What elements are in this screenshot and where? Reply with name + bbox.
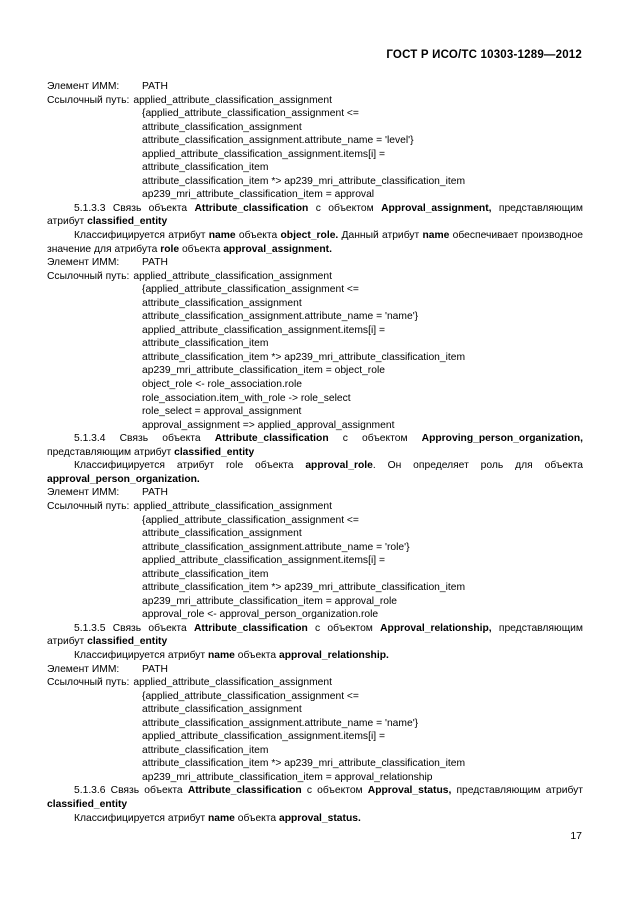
section-heading-5-1-3-3: 5.1.3.3 Связь объекта Attribute_classification с объектом Approval_assignment, представляющим атрибут classified_entity — [47, 202, 583, 228]
ref-path-line — [47, 94, 583, 108]
section-text-5-1-3-3: Классифицируется атрибут name объекта object_role. Данный атрибут name обеспечивает производное значение для атрибута role объекта approval_assignment. — [47, 230, 583, 255]
ref-line: {applied_attribute_classification_assignment <= — [142, 690, 359, 702]
ref-line: ap239_mri_attribute_classification_item = approval_relationship — [142, 771, 433, 783]
ref-path-line — [47, 270, 583, 284]
ref-line: approval_assignment => applied_approval_assignment — [142, 419, 395, 431]
ref-path-line — [47, 500, 583, 514]
ref-path-first: applied_attribute_classification_assignment — [133, 677, 332, 689]
ref-line: attribute_classification_item — [142, 568, 269, 580]
section-heading-5-1-3-4: 5.1.3.4 Связь объекта Attribute_classification с объектом Approving_person_organization, представляющим атрибут classified_entity — [47, 433, 583, 458]
ref-line: applied_attribute_classification_assignment.items[i] = — [142, 324, 385, 336]
ref-line: {applied_attribute_classification_assignment <= — [142, 514, 359, 526]
element-label: Элемент ИММ: — [47, 487, 120, 499]
ref-line: attribute_classification_assignment — [142, 528, 302, 540]
ref-path-line — [47, 676, 583, 690]
ref-line: ap239_mri_attribute_classification_item = approval — [142, 189, 375, 201]
section-text-5-1-3-4: Классифицируется атрибут role объекта approval_role. Он определяет роль для объекта approval_person_organization. — [47, 460, 583, 485]
element-line — [47, 486, 583, 500]
element-line — [47, 256, 583, 270]
document-body — [47, 80, 583, 825]
ref-line: attribute_classification_assignment — [142, 297, 302, 309]
page-header: ГОСТ Р ИСО/ТС 10303-1289—2012 — [386, 49, 582, 61]
element-line — [47, 663, 583, 677]
ref-line: attribute_classification_assignment.attribute_name = 'name'} — [142, 717, 419, 729]
ref-path-first: applied_attribute_classification_assignment — [133, 94, 332, 106]
ref-path-first: applied_attribute_classification_assignment — [133, 500, 332, 512]
ref-line: attribute_classification_item *> ap239_mri_attribute_classification_item — [142, 582, 466, 594]
ref-line: {applied_attribute_classification_assignment <= — [142, 108, 359, 120]
ref-line: ap239_mri_attribute_classification_item = approval_role — [142, 595, 397, 607]
ref-line: ap239_mri_attribute_classification_item = object_role — [142, 365, 385, 377]
ref-line: approval_role <- approval_person_organization.role — [142, 609, 379, 621]
ref-line: attribute_classification_item — [142, 744, 269, 756]
ref-path-label: Ссылочный путь: — [47, 94, 130, 106]
ref-line: {applied_attribute_classification_assignment <= — [142, 284, 359, 296]
element-label: Элемент ИММ: — [47, 81, 120, 92]
ref-line: applied_attribute_classification_assignment.items[i] = — [142, 555, 385, 567]
element-label: Элемент ИММ: — [47, 257, 120, 269]
element-value: PATH — [142, 663, 168, 675]
section-text-5-1-3-6: Классифицируется атрибут name объекта approval_status. — [74, 812, 361, 824]
ref-line: attribute_classification_assignment — [142, 704, 302, 716]
ref-line: applied_attribute_classification_assignment.items[i] = — [142, 148, 385, 160]
section-text-5-1-3-5: Классифицируется атрибут name объекта approval_relationship. — [74, 649, 389, 661]
element-value: PATH — [142, 487, 168, 499]
ref-path-label: Ссылочный путь: — [47, 500, 130, 512]
ref-line: attribute_classification_assignment.attribute_name = 'name'} — [142, 311, 419, 323]
element-value: PATH — [142, 81, 168, 92]
ref-line: attribute_classification_assignment.attribute_name = 'role'} — [142, 541, 410, 553]
ref-path-label: Ссылочный путь: — [47, 677, 130, 689]
ref-line: attribute_classification_item — [142, 338, 269, 350]
ref-path-label: Ссылочный путь: — [47, 270, 130, 282]
ref-line: attribute_classification_item — [142, 162, 269, 174]
ref-line: role_association.item_with_role -> role_select — [142, 392, 351, 404]
element-label: Элемент ИММ: — [47, 663, 120, 675]
section-heading-5-1-3-5: 5.1.3.5 Связь объекта Attribute_classification с объектом Approval_relationship, представляющим атрибут classified_entity — [47, 622, 584, 648]
ref-line: attribute_classification_assignment.attribute_name = 'level'} — [142, 135, 414, 147]
ref-line: object_role <- role_association.role — [142, 379, 302, 391]
ref-line: role_select = approval_assignment — [142, 406, 302, 418]
ref-line: attribute_classification_item *> ap239_mri_attribute_classification_item — [142, 758, 466, 770]
ref-line: attribute_classification_item *> ap239_mri_attribute_classification_item — [142, 351, 466, 363]
page-number: 17 — [570, 830, 582, 842]
element-line — [47, 80, 583, 94]
ref-line: applied_attribute_classification_assignment.items[i] = — [142, 731, 385, 743]
section-heading-5-1-3-6: 5.1.3.6 Связь объекта Attribute_classification с объектом Approval_status, представляющим атрибут classified_entity — [47, 785, 583, 810]
ref-line: attribute_classification_item *> ap239_mri_attribute_classification_item — [142, 175, 466, 187]
ref-path-first: applied_attribute_classification_assignment — [133, 270, 332, 282]
element-value: PATH — [142, 257, 168, 269]
ref-line: attribute_classification_assignment — [142, 121, 302, 133]
